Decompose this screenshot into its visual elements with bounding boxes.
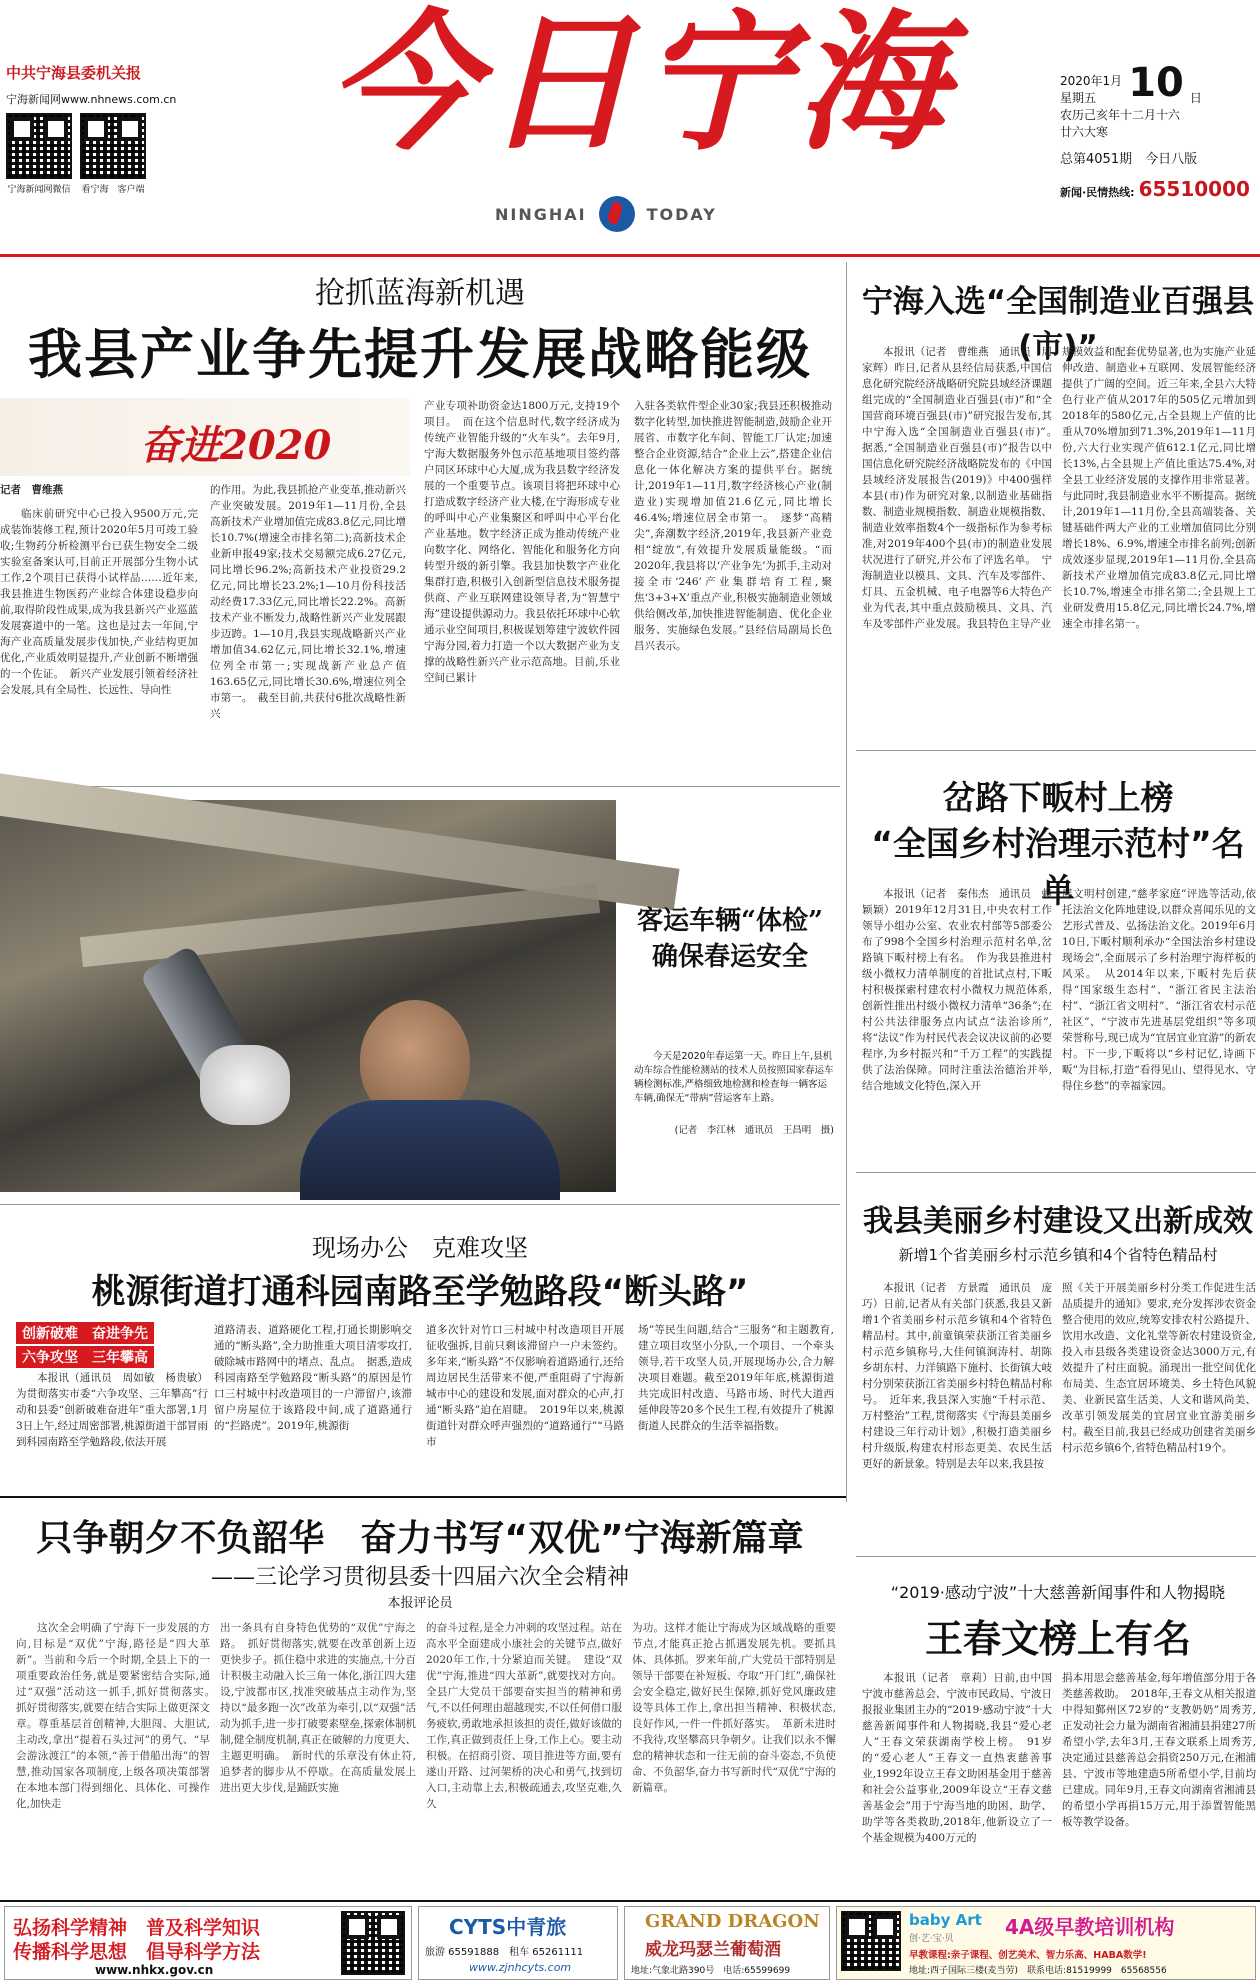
english-right: TODAY <box>646 204 717 224</box>
ad3-address: 地址:气象北路390号 电话:65599699 <box>631 1966 791 1976</box>
ad3-brand: GRAND DRAGON <box>645 1911 820 1932</box>
article7-headline: 王春文榜上有名 <box>924 1617 1191 1661</box>
ad-science <box>4 1906 412 1980</box>
photo-title-line2: 确保春运安全 <box>651 942 808 972</box>
article4-col1: 本报讯（通讯员 周如敏 杨贵敏）为贯彻落实市委“六争攻坚、三年攀高”行动和县委“创新破难奋进年”重大部署,1月3日上午,经过周密部署,桃源街道干部冒雨到科园南路至学勉路段,依法开展 <box>16 1372 208 1448</box>
article3-headline-line2: “全国乡村治理示范村”名单 <box>871 824 1245 910</box>
date-ri: 日 <box>1189 91 1202 105</box>
article1-logo-banner <box>0 398 410 476</box>
ad-cyts <box>418 1906 618 1980</box>
english-left: NINGHAI <box>495 204 587 224</box>
weekday: 星期五 <box>1060 91 1097 105</box>
article-divider <box>0 1204 840 1205</box>
article1-headline: 我县产业争先提升发展战略能级 <box>28 323 812 386</box>
article6-headline: 只争朝夕不负韶华 奋力书写“双优”宁海新篇章 <box>36 1518 804 1559</box>
article1-col4: 入驻各类软件型企业30家;我县还积极推动数字化转型,加快推进智能制造,鼓励企业开展省、市数字化车间、智能工厂认定;加速整合企业资源,结合“企业上云”,搭建企业信息化一体化解决方案的提供平台。据统计,2019年1—11月,数字经济核心产业(制造业)实现增加值21.6亿元,同比增长46.4%;增速位居全市第一。 逐梦“高精尖”,奔潮数字经济,2019年,我县新产业竞相“绽放”,有效提升发展质量能级。“而2020年,我县将以‘产业争先’为抓手,主动对接全市‘246’产业集群培育工程,聚焦‘3+3+X’重点产业,积极实施制造业领域供给侧改革,加快推进智能制造、优化企业服务、实施绿色发展。”县经信局副局长色昌兴表示。 <box>634 400 832 652</box>
campaign-tag: 创新破难 奋进争先 <box>16 1322 154 1344</box>
ad2-phone: 旅游 65591888 租车 65261111 <box>425 1947 584 1958</box>
article1-col1: 临床前研究中心已投入9500万元,完成装饰装修工程,预计2020年5月可竣工验收;生物药分析检测平台已获生物安全二级实验室备案认可,目前正开展部分生物小试工作,2个项目已获得小试样品……近年来,我县推进生物医药产业综合体建设稳步向前,取得阶段性成果,成为我县新兴产业巡蓝发展赛道中的一笔。这也是过去一年间,宁海产业高质量发展步伐加快,产业结构更加优化,产业质效明显提升,产业创新不断增强的一个佐证。 新兴产业发展引领着经济社会发展,具有全局性、长远性、导向性 <box>0 508 198 696</box>
ninghai-logo-icon <box>599 196 635 232</box>
ad4-title: 4A级早教培训机构 <box>1005 1915 1175 1939</box>
article2-col1: 本报讯（记者 曹维燕 通讯员 周家辉）昨日,记者从县经信局获悉,中国信息化研究院经济战略研究院县域经济课题组完成的“全国制造业百强县(市)”和“全国营商环境百强县(市)”研究报告发布,其中宁海入选“全国制造业百强县(市)”。 据悉,“全国制造业百强县(市)”报告以中国信息化研究院经济战略院发布的《中国县域经济发展报告(2019)》中400强样本县(市)作为研究对象,以制造业基础指数、制造业规模指数、制造业规模指数、制造业效率指数4个一级指标作为参考标准,对2019年400个县(市)的制造业发展状况进行了研究,并公布了评选名单。 宁海制造业以模具、文具、汽车及零部件、灯具、五金机械、电子电器等6大特色产业为代表,其中重点鼓励模具、文具、汽车及零部件产业发展。我县特色主导产业 <box>862 346 1063 630</box>
ad1-url[interactable]: www.nhkx.gov.cn <box>95 1963 214 1977</box>
article5-col2: 照《关于开展美丽乡村分类工作促进生活品质提升的通知》要求,充分发挥涉农资金整合使用的效应,统筹安排农村公路提升、饮用水改造、文化礼堂等新农村建设资金,投入市县级各类建设资金达3000万元,有效提升了村庄面貌。涌现出一批空间优化布局美、生态宜居环境美、乡土特色风貌美、业新民富生活美、人文和谐风尚美、改革引领发展美的宜居宜业宜游美丽乡村。截至目前,我县已经成功创建省美丽乡村示范乡镇6个,省特色精品村19个。 <box>1062 1282 1256 1454</box>
article2-headline: 宁海入选“全国制造业百强县(市)” <box>861 284 1255 365</box>
lunar-date: 农历己亥年十二月十六 <box>1060 108 1181 122</box>
date-day: 10 <box>1128 60 1184 106</box>
article4-kicker: 现场办公 克难攻坚 <box>312 1234 528 1262</box>
hotline-number: 65510000 <box>1138 177 1250 201</box>
article2-col2: 规模效益和配套优势显著,也为实施产业延伸改造、制造业+互联网、发展智能经济提供了广阔的空间。近三年来,全县六大特色行业产值从2017年的505亿元增加到2018年的580亿元,占全县规上产值的比重从70%增加到71.3%,2019年1—11月份,六大行业实现产值612.1亿元,同比增长13%,占全县规上产值比重达75.4%,对全县工业经济发展的支撑作用非常显著。与此同时,我县制造业水平不断提高。据统计,2019年1—11月份,全县高端装备、关键基础件两大产业的工业增加值同比分别增长18%、6.9%,增速全市排名前列;创新成效逐步显现,2019年1—11月份,全县高新技术产业增加值完成83.8亿元,同比增长10.7%,增速全市排名第二;全县规上工业研发费用15.8亿元,同比增长24.7%,增速全市排名第一。 <box>1062 346 1256 630</box>
column-divider <box>846 262 847 1502</box>
ad2-url[interactable]: www.zjnhcyts.com <box>469 1961 572 1974</box>
article3-col2: 展文明村创建,“慈孝家庭”评选等活动,依托法治文化阵地建设,以群众喜闻乐见的文艺形式普及、弘扬法治文化。2019年6月10日,下畈村顺利承办“全国法治乡村建设现场会”,全面展示了乡村治理宁海样板的风采。 从2014年以来,下畈村先后获得“国家级生态村”、“浙江省民主法治村”、“浙江省文明村”、“浙江省农村示范社区”、“宁波市先进基层党组织”等多项荣誉称号,现已成为“宜居宜业宜游”的新农村。下一步,下畈将以“乡村记忆,诗画下畈”为目标,打造“看得见山、望得见水、守得住乡愁”的幸福家园。 <box>1062 888 1256 1092</box>
article-divider <box>856 750 1256 751</box>
qr-caption: 宁海新闻网微信 <box>7 185 71 195</box>
ad4-subtitle: 创·艺·宝·贝 <box>909 1934 954 1944</box>
article6-subhead: ——三论学习贯彻县委十四届六次全会精神 <box>210 1565 629 1590</box>
qr-caption: 看宁海 客户端 <box>81 185 145 195</box>
issue-number: 总第4051期 今日八版 <box>1060 152 1198 167</box>
article3-col1: 本报讯（记者 秦伟杰 通讯员 赖颖颖）2019年12月31日,中央农村工作领导小组办公室、农业农村部等5部委公布了998个全国乡村治理示范村名单,岔路镇下畈村榜上有名。 作为我县推进村级小微权力清单制度的首批试点村,下畈村积极探索村建农村小微权力规范体系,创新性推出村级小微权力清单“36条”;在村公共法律服务点内试点“法治诊所”,将“法议”作为村民代表会议决议前的必要程序,为乡村振兴和“千万工程”的实践提供了法治保障。同时注重法治德治并举,结合地域文化特色,深入开 <box>862 888 1052 1092</box>
masthead-english <box>495 196 717 232</box>
bus-inspection-photo <box>0 800 616 1192</box>
article7-col1: 本报讯（记者 章莉）日前,由中国宁波市慈善总会、宁波市民政局、宁波日报报业集团主办的“2019·感动宁波”十大慈善新闻事件和人物揭晓,我县“爱心老人”王春文荣获湖南学校上榜。 91岁的“爱心老人”王春文一直热衷慈善事业,1992年设立王春文助困基金用于慈善和社会公益事业,2009年设立“王春文慈善基金会”用于宁海当地的助困、助学、助学等各类救助,2018年,他新设立了一个基金规模为400万元的 <box>862 1672 1052 1844</box>
ads-rule <box>0 1900 1260 1902</box>
masthead-left <box>6 62 206 195</box>
article-divider <box>856 1172 1256 1173</box>
qr-code-icon <box>80 113 146 179</box>
masthead-title: 今日宁海 <box>327 0 952 171</box>
article6-col2: 出一条具有自身特色优势的“双优”宁海之路。 抓好贯彻落实,就要在改革创新上迈更快步子。抓住稳中求进的实施点,十分百计积极主动融入长三角一体化,浙江四大建设,宁波都市区,找准突破基点主动作为,坚持以“最多跑一次”改革为牵引,以“双强”活动为抓手,进一步打破要素壁垒,探索体制机制,健全制度机制,真正在破解的力度更大、主题更明确。 新时代的乐章没有休止符,追梦者的脚步从不停歇。在高质量发展上进出更大步伐,是踊跃实施 <box>220 1622 416 1794</box>
party-label: 中共宁海县委机关报 <box>6 64 142 82</box>
ad4-address: 地址:西子国际三楼(麦当劳) 联系电话:81519999 65568556 <box>909 1966 1167 1976</box>
photo-credit: (记者 李江林 通讯员 王昌明 摄) <box>674 1125 834 1136</box>
article-divider <box>0 786 840 787</box>
fenjin-logo-text: 奋进2020 <box>140 422 332 469</box>
website-label: 宁海新闻网www.nhnews.com.cn <box>6 93 177 106</box>
masthead-right <box>1060 60 1256 201</box>
article5-col1: 本报讯（记者 方景霞 通讯员 庞巧）日前,记者从有关部门获悉,我县又新增1个省美丽乡村示范乡镇和4个省特色精品村。其中,前童镇荣获浙江省美丽乡村示范乡镇称号,大佳何镇涧涛村、胡陈乡胡东村、力洋镇路下施村、长街镇大岐村分别荣获浙江省美丽乡村特色精品村称号。 近年来,我县深入实施“千村示范、万村整治”工程,贯彻落实《宁海县美丽乡村建设三年行动计划》,积极打造美丽乡村升级版,构建农村形态更美、农民生活更好的新景象。特别是去年以来,我县按 <box>862 1282 1052 1470</box>
article1-byline: 记者 曹维燕 <box>0 484 63 496</box>
article4-headline: 桃源街道打通科园南路至学勉路段“断头路” <box>91 1272 749 1312</box>
hotline-label: 新闻·民情热线: <box>1060 186 1135 199</box>
article6-col3: 的奋斗过程,是全力冲刺的攻坚过程。站在高水平全面建成小康社会的关键节点,做好2020年工作,十分紧迫而关键。 建设“双优”宁海,推进“四大革新”,就要找对方向。全县广大党员干部要奋实担当的精神和勇气,不以任何理由超越现实,不以任何借口服务疲软,勇敢地承担该担的责任,做好该做的工作,真正做到责任上身,工作上心。要主动积极。在招商引资、项目推进等方面,要有遂山开路、过河架桥的决心和勇气,找到切入口,主动靠上去,积极疏通去,攻坚克难,久久 <box>426 1622 622 1810</box>
photo-title-line1: 客运车辆“体检” <box>637 906 823 936</box>
article7-kicker: “2019·感动宁波”十大慈善新闻事件和人物揭晓 <box>890 1583 1226 1602</box>
article5-headline: 我县美丽乡村建设又出新成效 <box>863 1204 1253 1239</box>
article7-col2: 捐本用思会慈善基金,每年增值部分用于各类慈善救助。 2018年,王春文从相关报道中得知鄞州区72岁的“支教奶奶”周秀芳,正发动社会力量为湖南省湘浦县捐建27所希望小学,去年3月,王春文联系上周秀芳,决定通过县慈善总会捐资250万元,在湘浦县、宁波市等地建造5所希望小学,目前均已建成。同年9月,王春文向湖南省湘浦县的希望小学再捐15万元,用于添置智能黑板等教学设备。 <box>1062 1672 1256 1828</box>
article6-byline: 本报评论员 <box>387 1596 453 1611</box>
ad4-courses: 早教课程:亲子课程、创艺美术、智力乐高、HABA数学! <box>909 1950 1147 1961</box>
solar-term: 廿六大寒 <box>1060 125 1109 139</box>
ad2-brand: CYTS中青旅 <box>449 1915 567 1939</box>
ad3-name: 威龙玛瑟兰葡萄酒 <box>645 1940 781 1960</box>
masthead-rule <box>0 254 1260 257</box>
qr-code-icon <box>841 1911 901 1971</box>
article4-col4: 场”等民生问题,结合“三服务”和主题教育,建立项目攻坚小分队,一个项目、一个牵头领导,若干攻坚人员,开展现场办公,合力解决项目难题。截至2019年年底,桃源街道共完成旧村改造、马路市场、时代大道西延伸段等20多个民生工程,有效提升了桃源街道人民群众的生活幸福指数。 <box>638 1324 834 1432</box>
article1-col3: 产业专项补助资金达1800万元,支持19个项目。 而在这个信息时代,数字经济成为传统产业智能升级的“火车头”。去年9月,宁海大数据服务外包示范基地项目签约落户同区环球中心大厦,成为我县数字经济发展的一个重要节点。该项目将把环球中心打造成数字经济产业大楼,在宁海形成专业的呼叫中心产业集聚区和呼叫中心平台化产业基地。数字经济正成为推动传统产业向数字化、网络化、智能化和服务化方向转型升级的新引擎。我县加快数字产业化集群打造,积极引入创新型信息技术服务提供商、产业互联网建设领导者,为“智慧宁海”建设提供源动力。我县依托环球中心软通示业空间项目,积极谋划筹建宁波软件园宁海分园,着力打造一个以大数据产业为支撑的战略性新兴产业示范高地。目前,乐业空间已累计 <box>424 400 620 684</box>
qr-code-icon <box>341 1911 405 1975</box>
article1-kicker: 抢抓蓝海新机遇 <box>315 276 525 311</box>
campaign-tag: 六争攻坚 三年攀高 <box>16 1346 154 1368</box>
photo-caption: 今天是2020年春运第一天。昨日上午,县机动车综合性能检测站的技术人员按照国家春运车辆检测标准,严格细致地检测和检查每一辆客运车辆,确保无“带病”营运客车上路。 <box>634 1051 834 1104</box>
article-divider <box>856 1556 1256 1557</box>
article4-col2: 道路清表、道路硬化工程,打通长期影响交通的“断头路”,全力助推重大项目清零攻打,破除城市路网中的堵点、乱点。 据悉,造成科园南路至学勉路段“断头路”的原因是竹口三村城中村改造项目的一户滞留户,该滞留户房屋位于该路段中间,成了道路通行的“拦路虎”。2019年,桃源街 <box>214 1324 412 1432</box>
date-year-month: 2020年1月 <box>1060 74 1123 88</box>
ad1-line2: 传播科学思想 倡导科学方法 <box>13 1941 261 1963</box>
article6-col4: 为功。这样才能让宁海成为区域战略的重要节点,才能真正抢占抓遇发展先机。要抓具体、具体抓。罗来年前,广大党员干部特别是领导干部要在补短板、夺取“开门红”,确保社会安全稳定,做好民生保障,抓好党风廉政建设等具体工作上,拿出担当精神、积极状态,良好作风,一件一件抓好落实。 革新未进时不我待,攻坚攀高只争朝夕。让我们以永不懈怠的精神状态和一往无前的奋斗姿态,不负使命、不负韶华,奋力书写新时代“双优”宁海的新篇章。 <box>632 1622 836 1794</box>
qr-code-icon <box>6 113 72 179</box>
article4-tags <box>16 1322 206 1368</box>
ad4-brand: baby Art <box>909 1911 982 1929</box>
ad-grand-dragon <box>624 1906 830 1980</box>
ad1-line1: 弘扬科学精神 普及科学知识 <box>13 1917 261 1939</box>
article5-subhead: 新增1个省美丽乡村示范乡镇和4个省特色精品村 <box>898 1246 1218 1264</box>
article3-headline-line1: 岔路下畈村上榜 <box>942 778 1174 817</box>
article1-col2: 的作用。为此,我县抓抢产业变革,推动新兴产业突破发展。2019年1—11月份,全县高新技术产业增加值完成83.8亿元,同比增长10.7%(增速全市排名第二);高新技术企业新申报49家;技术交易额完成6.27亿元,同比增长96.2%;高新技术产业投资29.2亿元,同比增长23.2%;1—10月份科技活动经费17.33亿元,同比增长22.2%。高新技术产业不断发力,战略性新兴产业发展跟步迈跨。1—10月,我县实现战略新兴产业增加值34.62亿元,同比增长32.1%,增速位列全市第一;实现战新产业总产值163.65亿元,同比增长30.6%,增速位列全市第一。 截至目前,共获付6批次战略性新兴 <box>210 484 406 720</box>
article6-col1: 这次全会明确了宁海下一步发展的方向,目标是“双优”宁海,路径是“四大革新”。当前和今后一个时期,全县上下的一项重要政治任务,就是要紧密结合实际,通过“双强”活动这一抓手,抓好贯彻落实。 抓好贯彻落实,就要在结合实际上做更深文章。尊重基层首创精神,大胆闯、大胆试,主动改,拿出“提着石头过河”的勇气、“早会游泳渡江”的本领,“善于借船出海”的智慧,推动国家各项制度,上级各项决策部署在本地本部门得到细化、具体化、可操作化,加快走 <box>16 1622 221 1810</box>
ad-baby-art <box>836 1906 1256 1980</box>
article4-col3: 道多次针对竹口三村城中村改造项目开展征收强拆,目前只剩该滞留户一户未签约。多年来,“断头路”不仅影响着道路通行,还给周边居民生活带来不便,严重阻碍了宁海新城市中心的建设和发展,面对群众的心声,打通“断头路”迫在眉睫。 2019年以来,桃源街道针对群众呼声强烈的“道路通行”“马路市 <box>426 1324 624 1448</box>
